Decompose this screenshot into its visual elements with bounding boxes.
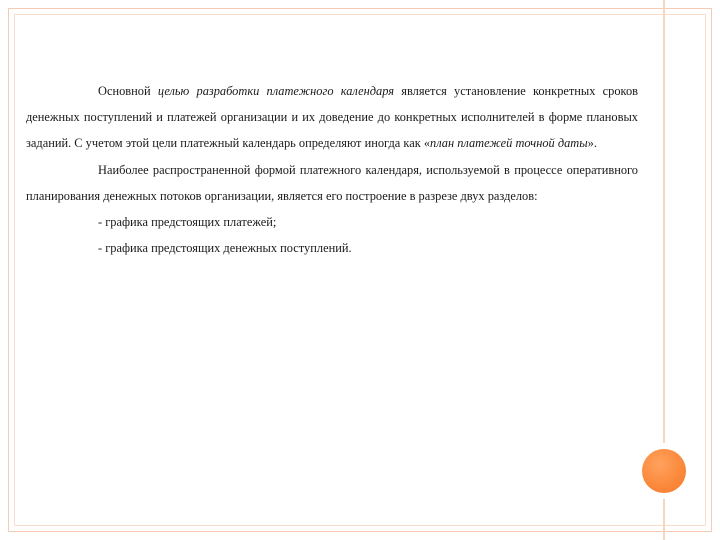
- decorative-circle-wrapper: [638, 445, 690, 497]
- list-item: - графика предстоящих платежей;: [98, 215, 277, 230]
- paragraph-form: Наиболее распространенной формой платежного календаря, используемой в процессе оперативного планирования денежных потоков организации, является его построение в разрезе двух разделов:: [26, 162, 638, 203]
- paragraph-goal-term: план платежей точной даты: [430, 136, 588, 151]
- paragraph-goal-prefix: Основной: [98, 84, 158, 98]
- paragraph-goal-suffix: ».: [587, 136, 597, 151]
- slide-content: [26, 78, 638, 261]
- orange-circle-icon: [642, 449, 686, 493]
- paragraph-goal: [26, 78, 638, 157]
- paragraph-goal-body: является установление конкретных сроков денежных поступлений и платежей организации и их доведение до конкретных исполнителей в форме плановых заданий. С учетом этой цели платежный календарь определяют иногда как «: [26, 84, 638, 151]
- paragraph-goal-emphasis: целью разработки платежного календаря: [157, 84, 395, 98]
- list-item: - графика предстоящих денежных поступлений.: [98, 241, 352, 256]
